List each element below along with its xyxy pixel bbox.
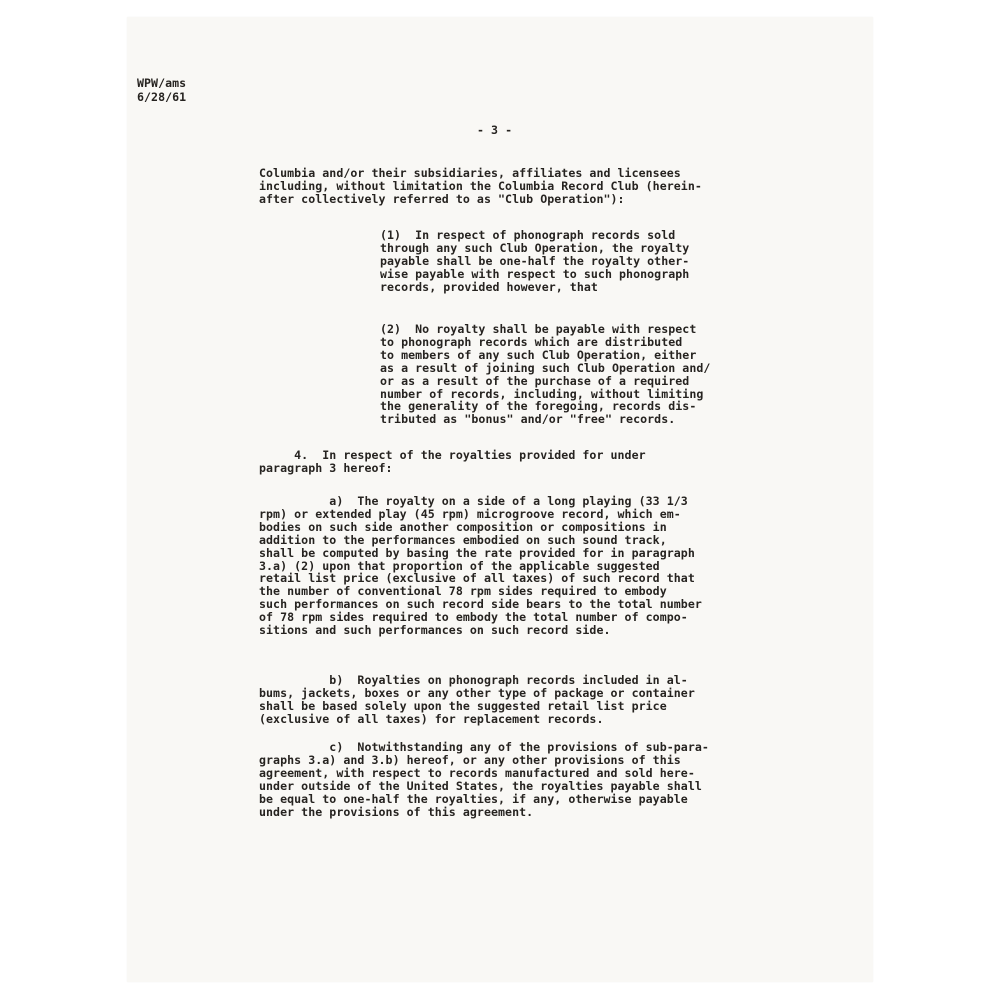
paragraph-a: a) The royalty on a side of a long playing (33 1/3 rpm) or extended play (45 rpm) microgroove record, which em- bodies on such side another composition or compositions in addition to the performances embodied on such sound track, shall be computed by basing the rate provided for in paragraph 3.a) (2) upon that proportion of the applicable suggested retail list price (exclusive of all taxes) of such record that the number of conventional 78 rpm sides required to embody such performances on such record side bears to the total number of 78 rpm sides required to embody the total number of compo- sitions and such performances on such record side. xyxy=(259,494,702,638)
reference-initials-date: WPW/ams 6/28/61 xyxy=(137,76,187,104)
paragraph-c: c) Notwithstanding any of the provisions of sub-para- graphs 3.a) and 3.b) hereof, or any other provisions of this agreement, with respect to records manufactured and sold here- under outside of the United States, the royalties payable shall be equal to one-half the royalties, if any, otherwise payable under the provisions of this agreement. xyxy=(259,740,709,819)
subparagraph-1: (1) In respect of phonograph records sold through any such Club Operation, the royalty payable shall be one-half the royalty other- wise payable with respect to such phonograph records, provided however, that xyxy=(380,228,690,294)
document-page xyxy=(127,17,873,982)
page-number: - 3 - xyxy=(477,123,513,137)
intro-paragraph: Columbia and/or their subsidiaries, affiliates and licensees including, without limitation the Columbia Record Club (herein- after collectively referred to as "Club Operation"): xyxy=(259,166,702,206)
paragraph-b: b) Royalties on phonograph records included in al- bums, jackets, boxes or any other type of package or container shall be based solely upon the suggested retail list price (exclusive of all taxes) for replacement records. xyxy=(259,673,695,726)
subparagraph-2: (2) No royalty shall be payable with respect to phonograph records which are distributed to members of any such Club Operation, either as a result of joining such Club Operation and/ or as a result of the purchase of a required number of records, including, without limiting the generality of the foregoing, records dis- tributed as "bonus" and/or "free" records. xyxy=(380,322,711,427)
section-4-paragraph: 4. In respect of the royalties provided for under paragraph 3 hereof: xyxy=(259,448,646,475)
